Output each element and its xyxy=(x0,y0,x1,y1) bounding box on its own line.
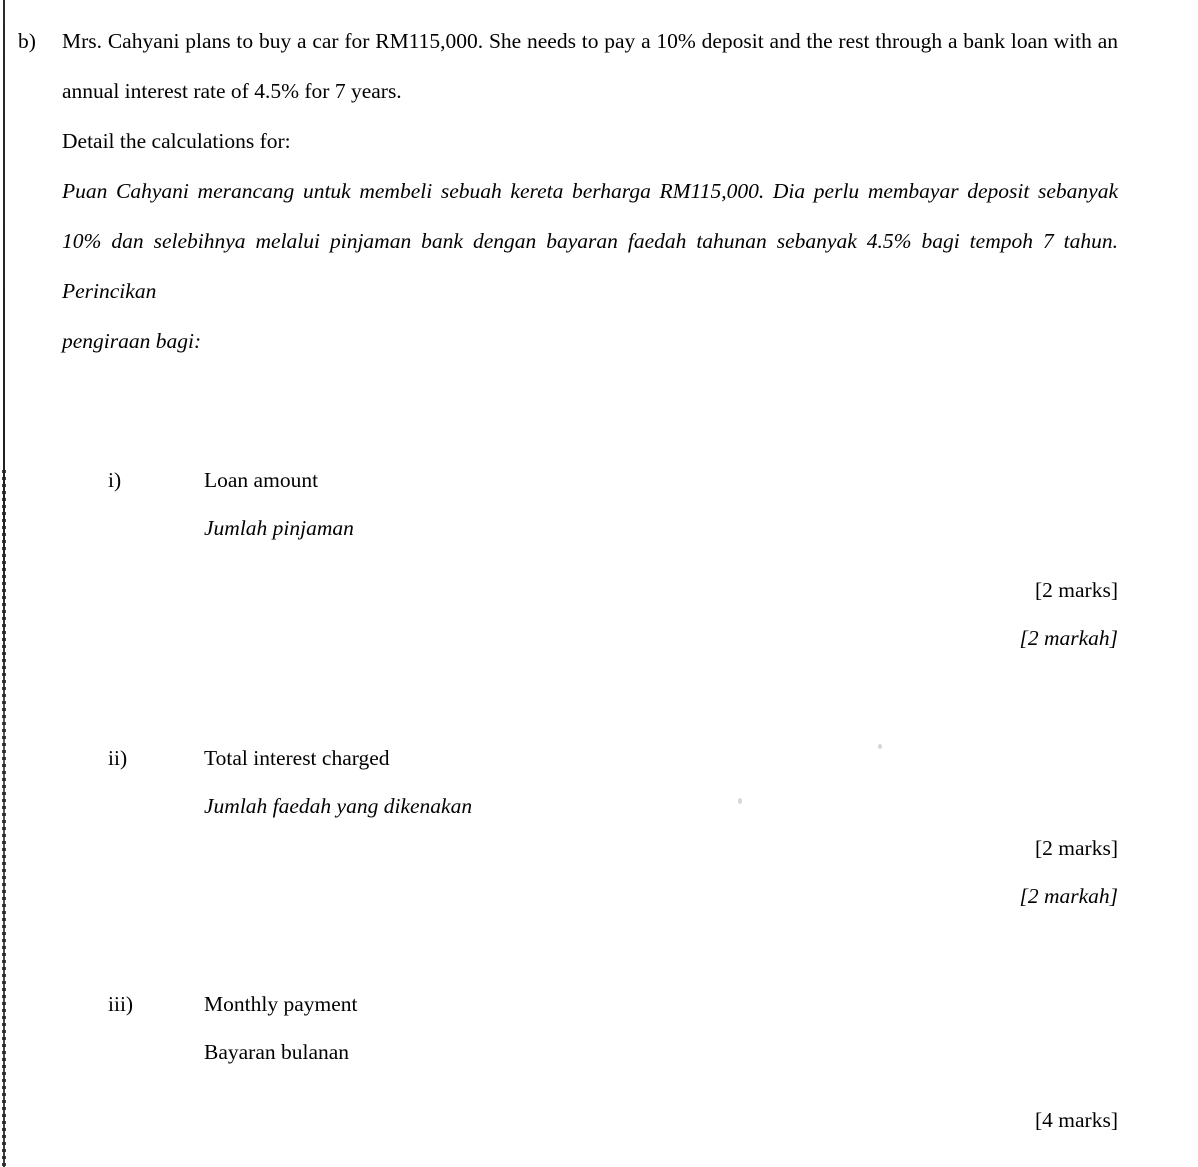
question-text-malay xyxy=(62,166,1118,366)
subitem-iii-marks-english: [4 marks] xyxy=(1035,1108,1118,1132)
question-text-malay-line-3: dengan bayaran faedah tahunan sebanyak 4.5% bagi tempoh 7 tahun. Perincikan xyxy=(62,229,1119,303)
subitem-iii-label-english: Monthly payment xyxy=(204,992,358,1016)
subitem-ii-numeral: ii) xyxy=(108,746,128,770)
question-text-malay-line-1: Puan Cahyani merancang untuk membeli sebuah kereta berharga RM115,000. Dia xyxy=(62,179,806,203)
subitem-i-numeral: i) xyxy=(108,468,122,492)
subitem-iii-marks xyxy=(718,1096,1118,1144)
question-text-english xyxy=(62,16,1118,166)
question-text-english-line-2: and the rest through a bank loan with an annual interest rate of 4.5% for 7 years. xyxy=(62,29,1118,103)
subitem-i-label-malay: Jumlah pinjaman xyxy=(204,516,354,540)
subitem-iii-labels xyxy=(204,980,904,1076)
subitem-i-marks-malay: [2 markah] xyxy=(1019,626,1118,650)
question-part-b xyxy=(18,16,1118,366)
question-text-english-line-3: Detail the calculations for: xyxy=(62,129,291,153)
subitem-ii-labels xyxy=(204,734,904,830)
subitem-i-label-english: Loan amount xyxy=(204,468,319,492)
subitem-i-labels xyxy=(204,456,904,552)
subitem-iii-numeral: iii) xyxy=(108,992,134,1016)
subitem-i-marks xyxy=(718,566,1118,662)
subitem-ii-label-english: Total interest charged xyxy=(204,746,390,770)
subitem-i-marks-english: [2 marks] xyxy=(1035,578,1118,602)
question-text-english-line-1: Mrs. Cahyani plans to buy a car for RM115,000. She needs to pay a 10% deposit xyxy=(62,29,764,53)
question-text-malay-line-2: perlu membayar deposit sebanyak 10% dan selebihnya melalui pinjaman bank xyxy=(62,179,1118,253)
subitem-ii-marks xyxy=(718,824,1118,920)
subitem-ii-marks-malay: [2 markah] xyxy=(1019,884,1118,908)
subitem-ii-marks-english: [2 marks] xyxy=(1035,836,1118,860)
question-body xyxy=(62,16,1118,366)
question-text-malay-line-4: pengiraan bagi: xyxy=(62,329,202,353)
subitem-iii-label-malay: Bayaran bulanan xyxy=(204,1040,350,1064)
page-left-scan-edge-dashes xyxy=(2,470,6,1167)
subitem-ii-label-malay: Jumlah faedah yang dikenakan xyxy=(204,794,473,818)
question-marker: b) xyxy=(18,29,36,53)
